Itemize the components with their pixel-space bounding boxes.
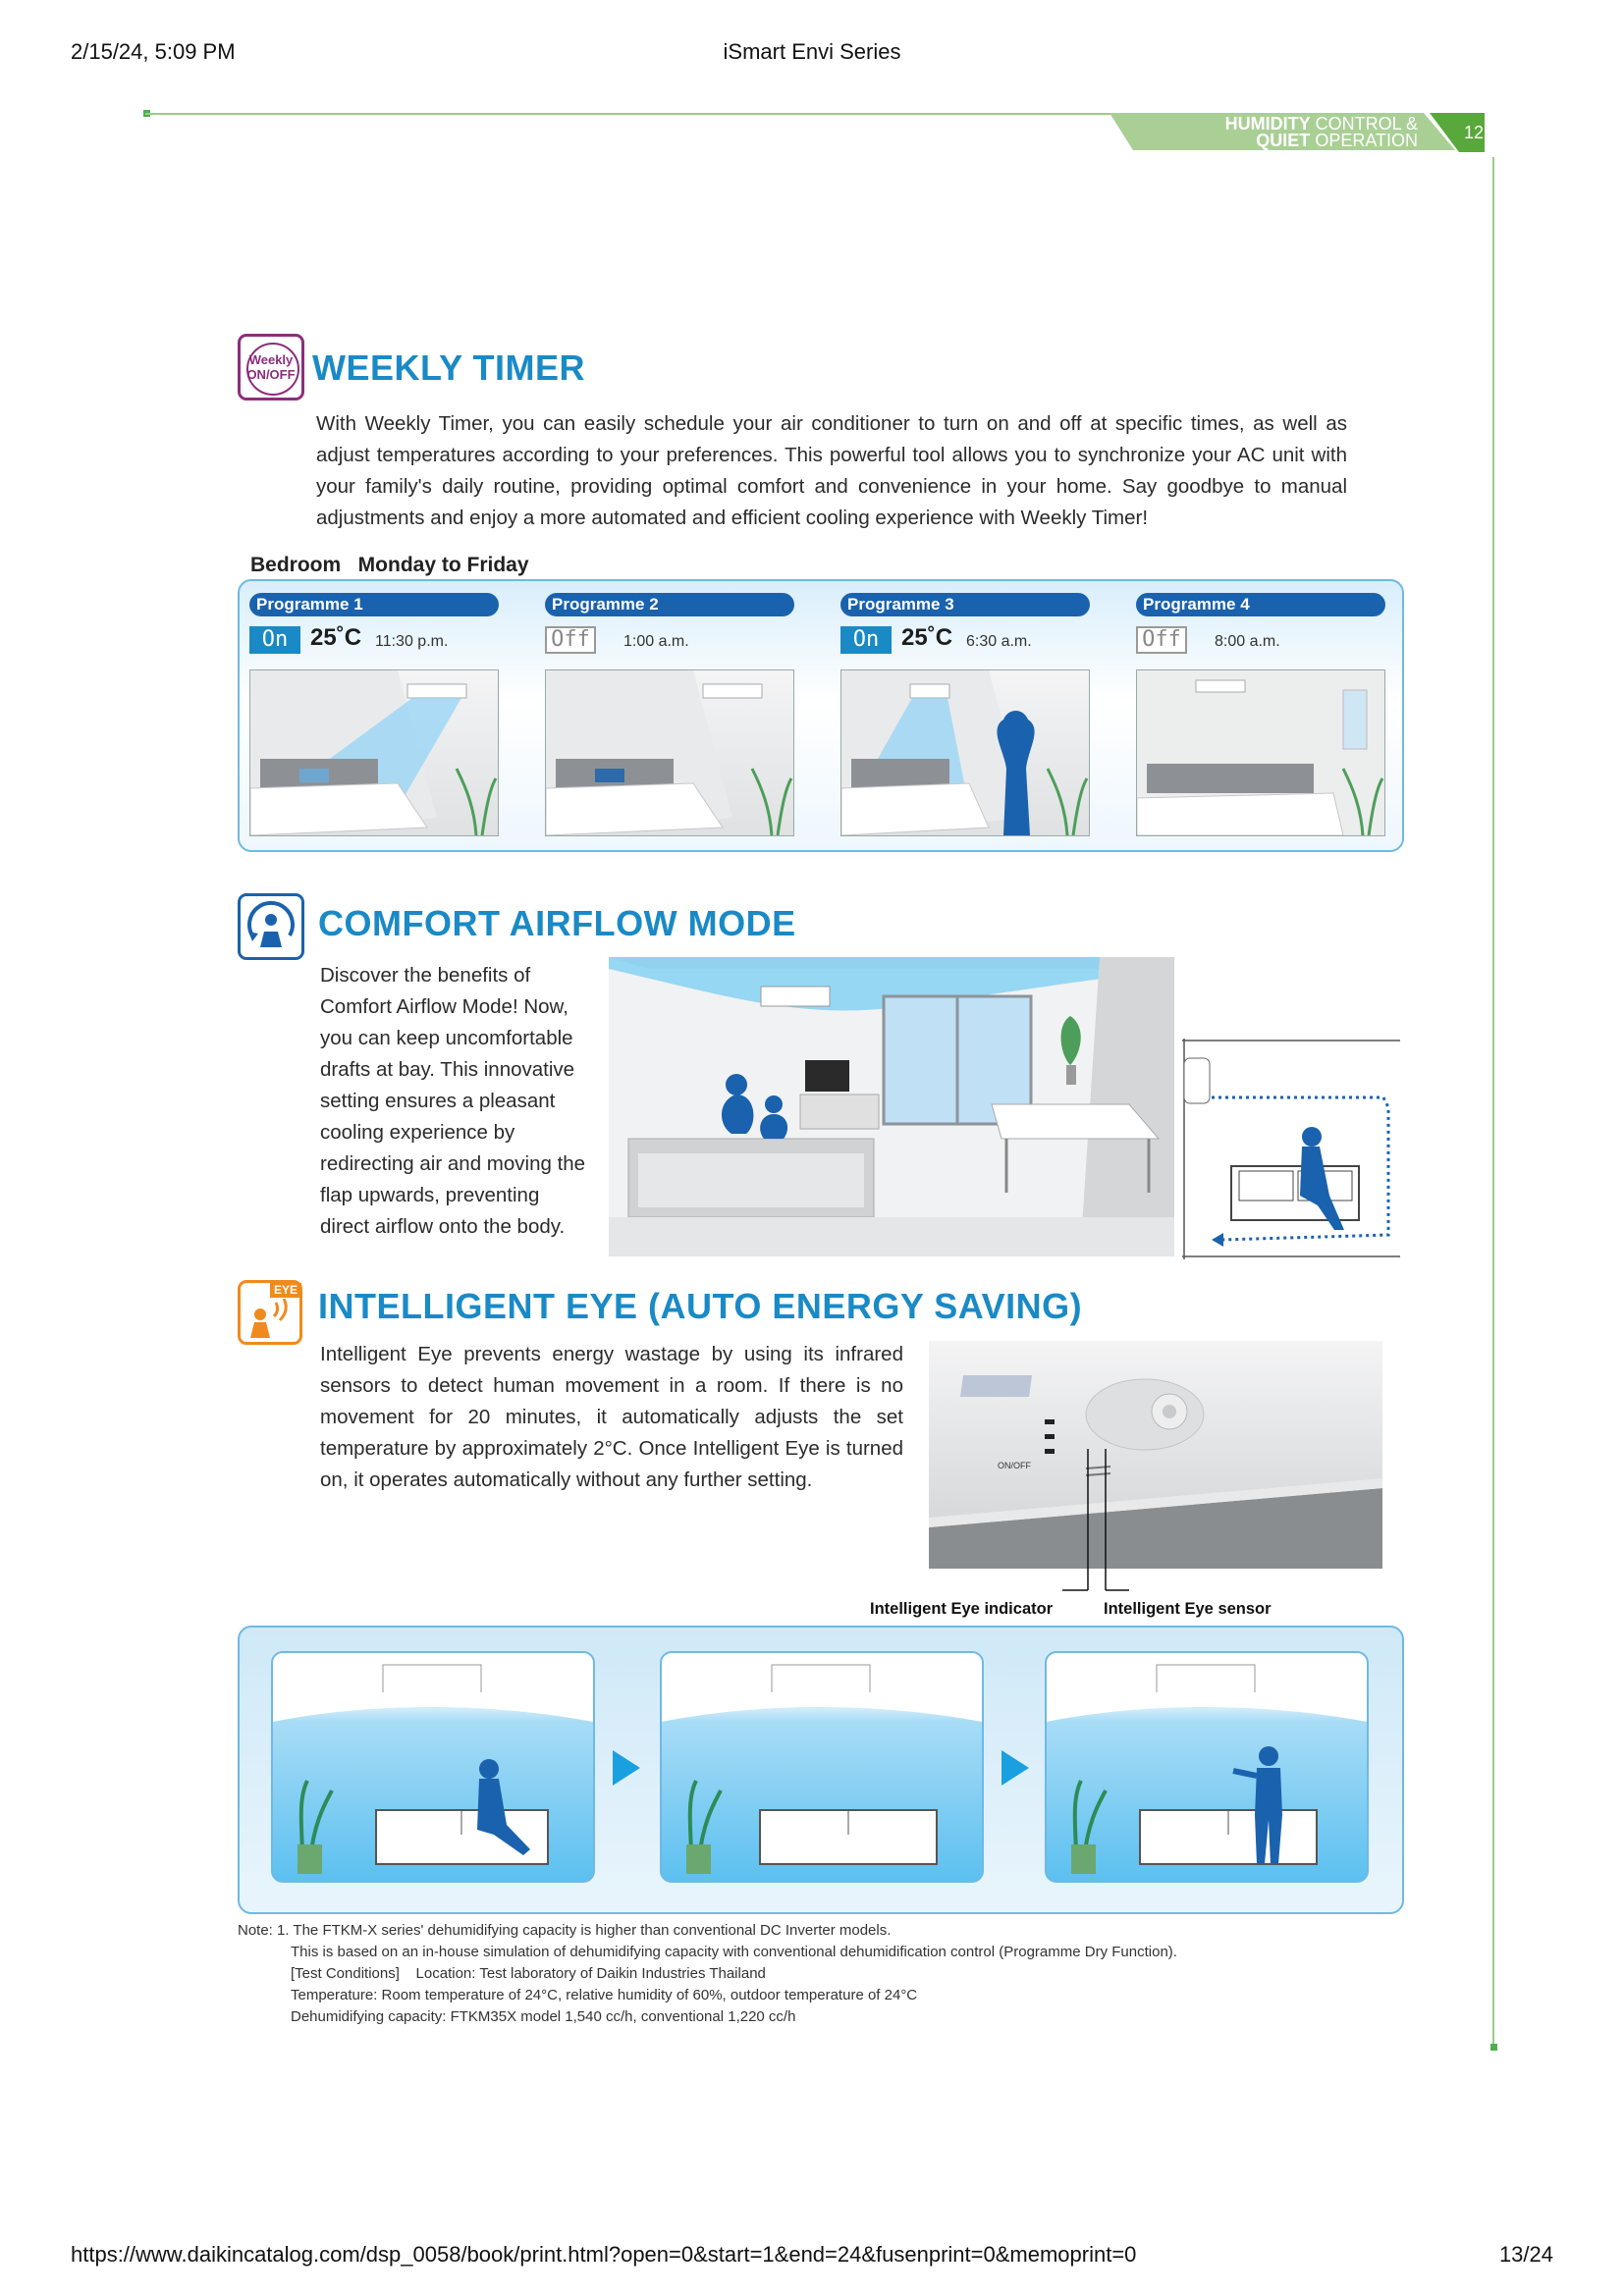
frame-line-right [1492,157,1494,2047]
programme-3-time: 6:30 a.m. [966,633,1032,650]
comfort-line-1: Discover the benefits of [320,964,531,987]
programme-3-state: On [840,626,892,654]
programme-1-bedroom-image [249,669,499,836]
comfort-line-9: direct airflow onto the body. [320,1215,566,1238]
programme-2-status [545,624,794,658]
programme-4-status [1136,624,1385,658]
banner-line1-bold: HUMIDITY [1224,114,1311,133]
programme-3-bedroom-image [840,669,1090,836]
intelligent-eye-title: INTELLIGENT EYE (AUTO ENERGY SAVING) [318,1286,1083,1326]
comfort-line-6: cooling experience by [320,1121,515,1144]
frame-dot-bottom [1490,2044,1497,2051]
programme-3 [840,593,1090,658]
banner-line1-rest: CONTROL & [1310,114,1418,133]
comfort-airflow-description [320,960,605,1243]
programme-3-temp: 25˚C [901,624,953,651]
banner-text [1129,116,1418,149]
comfort-line-8: flap upwards, preventing [320,1184,540,1206]
unit-onoff-label: ON/OFF [998,1461,1031,1470]
footnote-line-5: Dehumidifying capacity: FTKM35X model 1,540 cc/h, conventional 1,220 cc/h [291,2008,796,2025]
programme-1-status [249,624,499,658]
intelligent-eye-description: Intelligent Eye prevents energy wastage by using its infrared sensors to detect human movement in a room. If there is no movement for 20 minutes, it automatically adjusts the set temperature by approximately 2°C. Once Intelligent Eye is turned on, it operates automatically without any further setting. [320,1343,903,1491]
print-page-count: 13/24 [1498,2242,1553,2267]
frame-line-top [145,113,1127,115]
intelligent-eye-leader-lines [1060,1443,1159,1600]
footnote-line-1: Note: 1. The FTKM-X series' dehumidifying capacity is higher than conventional DC Inverter models. [238,1922,892,1939]
comfort-airflow-living-room-image [609,957,1174,1256]
comfort-line-2: Comfort Airflow Mode! Now, [320,995,568,1018]
programme-4-bedroom-image [1136,669,1385,836]
comfort-line-5: setting ensures a pleasant [320,1090,556,1112]
intelligent-eye-scenes-panel [238,1626,1404,1914]
comfort-airflow-side-view-image [1182,1039,1400,1259]
programme-2-label: Programme 2 [545,593,794,616]
programme-1-temp: 25˚C [310,624,362,651]
scene-person-sitting [271,1651,595,1883]
scene-empty-room [660,1651,984,1883]
scene-person-returns [1045,1651,1369,1883]
schedule-label: Bedroom Monday to Friday [250,554,529,576]
scene-arrow-1 [613,1750,640,1786]
intelligent-eye-icon [238,1280,302,1345]
programme-1-label: Programme 1 [249,593,499,616]
programme-2-time: 1:00 a.m. [623,633,689,650]
programme-1 [249,593,499,658]
programme-3-label: Programme 3 [840,593,1090,616]
programme-1-state: On [249,626,300,654]
footnote-block [238,1920,1396,2028]
programme-2 [545,593,794,658]
comfort-airflow-title: COMFORT AIRFLOW MODE [318,903,796,943]
banner-line2-bold: QUIET [1256,131,1311,150]
weekly-icon-text-top: Weekly [248,352,294,367]
comfort-line-4: drafts at bay. This innovative [320,1058,575,1081]
programme-4-label: Programme 4 [1136,593,1385,616]
weekly-timer-panel [238,579,1404,852]
programme-1-time: 11:30 p.m. [375,633,449,650]
programme-2-state: Off [545,626,596,654]
footnote-line-4: Temperature: Room temperature of 24°C, relative humidity of 60%, outdoor temperature of 24°C [291,1987,918,2003]
footnote-line-3: [Test Conditions] Location: Test laboratory of Daikin Industries Thailand [291,1965,766,1982]
eye-icon-label: EYE [270,1283,301,1298]
footnote-line-2: This is based on an in-house simulation of dehumidifying capacity with conventional dehumidification control (Programme Dry Function). [291,1944,1177,1960]
weekly-icon-text-bottom: ON/OFF [246,367,296,382]
scene-arrow-2 [1001,1750,1029,1786]
print-title: iSmart Envi Series [723,39,901,64]
page-number: 12 [1463,123,1485,142]
programme-2-bedroom-image [545,669,794,836]
weekly-timer-description: With Weekly Timer, you can easily schedule your air conditioner to turn on and off at specific times, as well as adjust temperatures according to your preferences. This powerful tool allows you to synchronize your AC unit with your family's daily routine, providing optimal comfort and convenience in your home. Say goodbye to manual adjustments and enjoy a more automated and efficient cooling experience with Weekly Timer! [316,412,1347,529]
print-datetime: 2/15/24, 5:09 PM [71,39,236,64]
programme-4-state: Off [1136,626,1187,654]
weekly-timer-title: WEEKLY TIMER [312,347,586,388]
weekly-timer-icon [238,334,304,400]
programme-4 [1136,593,1385,658]
intelligent-eye-sensor-label: Intelligent Eye sensor [1104,1600,1272,1618]
print-url[interactable]: https://www.daikincatalog.com/dsp_0058/book/print.html?open=0&start=1&end=24&fusenprint=0&memoprint=0 [71,2242,1137,2267]
comfort-line-3: you can keep uncomfortable [320,1027,573,1049]
banner-line2-rest: OPERATION [1310,131,1418,150]
comfort-airflow-icon [238,893,304,960]
programme-3-status [840,624,1090,658]
intelligent-eye-indicator-label: Intelligent Eye indicator [870,1600,1054,1618]
programme-4-time: 8:00 a.m. [1215,633,1280,650]
comfort-line-7: redirecting air and moving the [320,1152,586,1175]
